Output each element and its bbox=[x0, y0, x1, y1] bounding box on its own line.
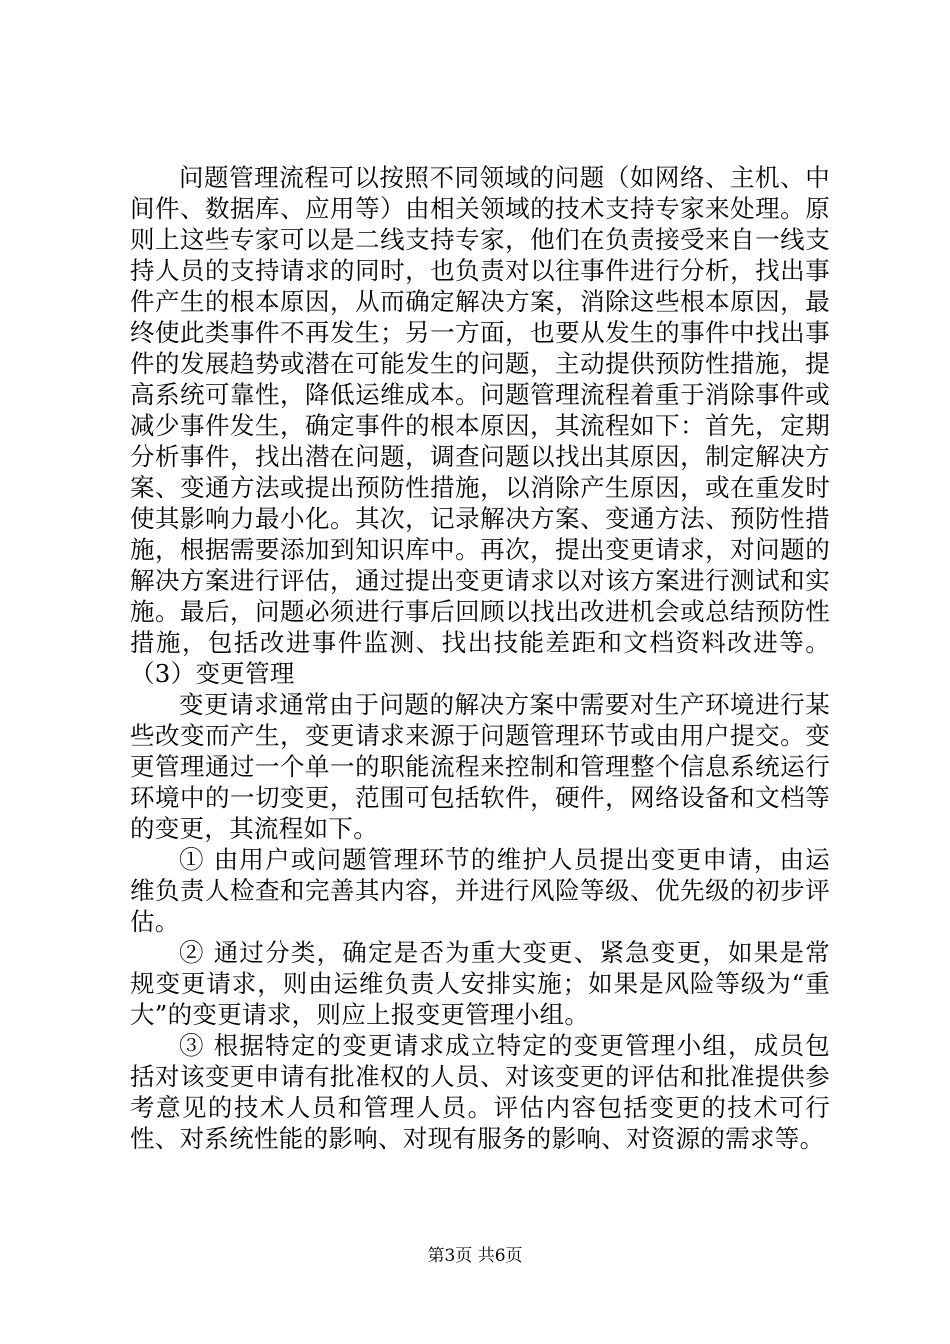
paragraph-step-1: ① 由用户或问题管理环节的维护人员提出变更申请，由运维负责人检查和完善其内容，并进行风险等级、优先级的初步评估。 bbox=[130, 845, 830, 936]
document-body bbox=[130, 162, 830, 1154]
paragraph-change-request: 变更请求通常由于问题的解决方案中需要对生产环境进行某些改变而产生，变更请求来源于问题管理环节或由用户提交。变更管理通过一个单一的职能流程来控制和管理整个信息系统运行环境中的一切变更，范围可包括软件，硬件，网络设备和文档等的变更，其流程如下。 bbox=[130, 690, 830, 843]
paragraph-step-3: ③ 根据特定的变更请求成立特定的变更管理小组，成员包括对该变更申请有批准权的人员、对该变更的评估和批准提供参考意见的技术人员和管理人员。评估内容包括变更的技术可行性、对系统性能的影响、对现有服务的影响、对资源的需求等。 bbox=[130, 1031, 830, 1153]
paragraph-problem-management: 问题管理流程可以按照不同领域的问题（如网络、主机、中间件、数据库、应用等）由相关领域的技术支持专家来处理。原则上这些专家可以是二线支持专家，他们在负责接受来自一线支持人员的支持请求的同时，也负责对以往事件进行分析，找出事件产生的根本原因，从而确定解决方案，消除这些根本原因，最终使此类事件不再发生；另一方面，也要从发生的事件中找出事件的发展趋势或潜在可能发生的问题，主动提供预防性措施，提高系统可靠性，降低运维成本。问题管理流程着重于消除事件或减少事件发生，确定事件的根本原因，其流程如下：首先，定期分析事件，找出潜在问题，调查问题以找出其原因，制定解决方案、变通方法或提出预防性措施，以消除产生原因，或在重发时使其影响力最小化。其次，记录解决方案、变通方法、预防性措施，根据需要添加到知识库中。再次，提出变更请求，对问题的解决方案进行评估，通过提出变更请求以对该方案进行测试和实施。最后，问题必须进行事后回顾以找出改进机会或总结预防性措施，包括改进事件监测、找出技能差距和文档资料改进等。（3）变更管理 bbox=[130, 163, 830, 688]
paragraph-step-2: ② 通过分类，确定是否为重大变更、紧急变更，如果是常规变更请求，则由运维负责人安排实施；如果是风险等级为“重大”的变更请求，则应上报变更管理小组。 bbox=[130, 938, 831, 1029]
page-number-footer: 第3页 共6页 bbox=[427, 1246, 523, 1266]
